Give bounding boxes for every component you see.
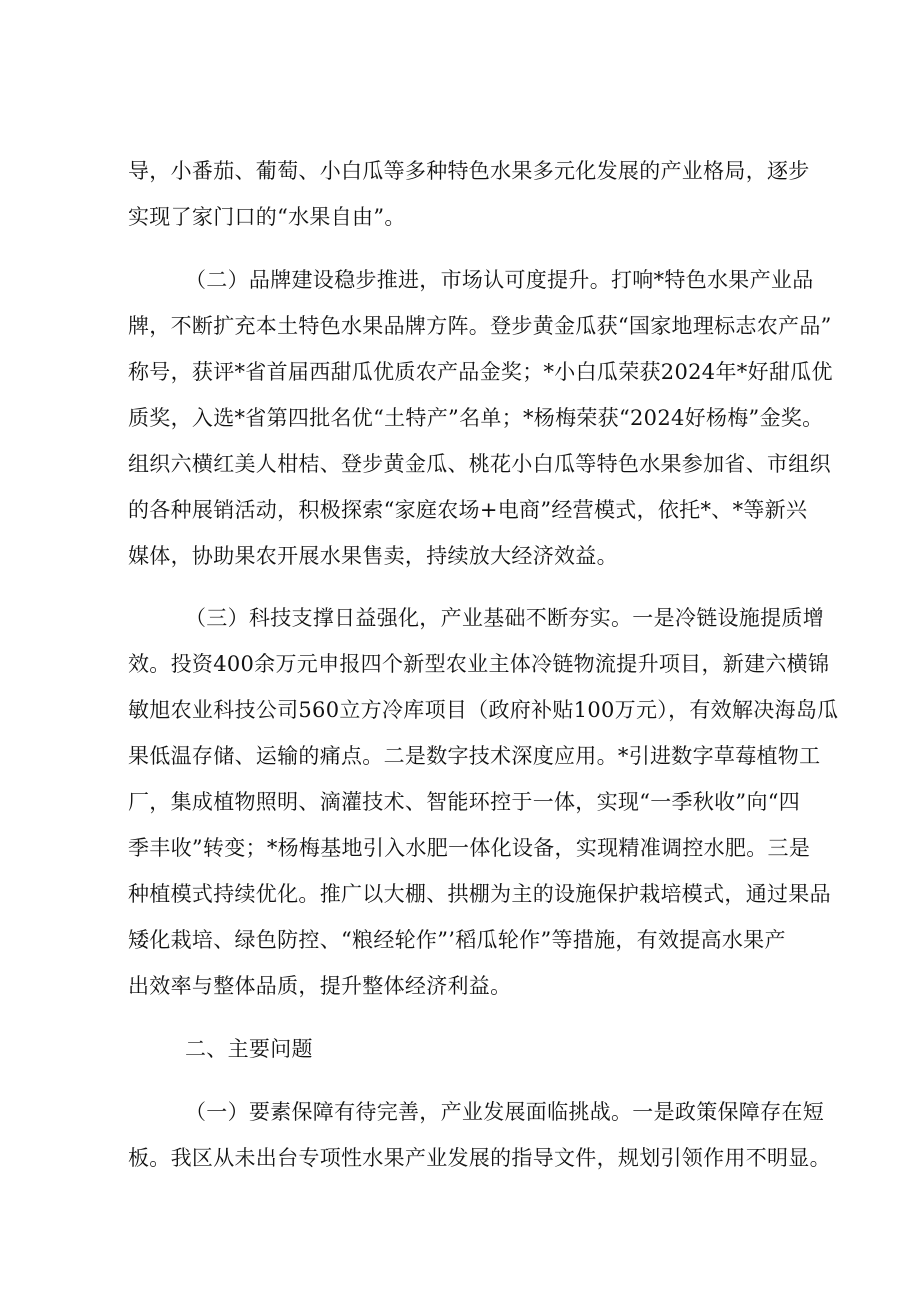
text-line: 的各种展销活动，积极探索“家庭农场+电商”经营模式，依托*、*等新兴 — [128, 498, 808, 522]
text-line: 导，小番茄、葡萄、小白瓜等多种特色水果多元化发展的产业格局，逐步 — [128, 159, 810, 183]
text-line: （二）品牌建设稳步推进，市场认可度提升。打响*特色水果产业品 — [185, 268, 814, 292]
text-line: 果低温存储、运输的痛点。二是数字技术深度应用。*引进数字草莓植物工 — [128, 744, 821, 768]
text-line: 厂，集成植物照明、滴灌技术、智能环控于一体，实现“一季秋收”向“四 — [128, 790, 801, 814]
text-line: 季丰收”转变；*杨梅基地引入水肥一体化设备，实现精准调控水肥。三是 — [128, 836, 811, 860]
text-line: 板。我区从未出台专项性水果产业发展的指导文件，规划引领作用不明显。 — [128, 1146, 831, 1170]
text-line: 牌，不断扩充本土特色水果品牌方阵。登步黄金瓜获“国家地理标志农产品” — [128, 314, 832, 338]
text-line: （三）科技支撑日益强化，产业基础不断夯实。一是冷链设施提质增 — [185, 606, 824, 630]
text-line: 质奖，入选*省第四批名优“土特产”名单；*杨梅荣获“2024好杨梅”金奖。 — [128, 406, 824, 430]
text-line: 敏旭农业科技公司560立方冷库项目（政府补贴100万元），有效解决海岛瓜 — [128, 698, 839, 722]
text-line: 矮化栽培、绿色防控、“粮经轮作”’稻瓜轮作”等措施，有效提高水果产 — [128, 928, 786, 952]
section-heading: 二、主要问题 — [185, 1037, 313, 1061]
text-line: 效。投资400余万元申报四个新型农业主体冷链物流提升项目，新建六横锦 — [128, 652, 830, 676]
text-line: （一）要素保障有待完善，产业发展面临挑战。一是政策保障存在短 — [185, 1100, 824, 1124]
text-line: 组织六横红美人柑桔、登步黄金瓜、桃花小白瓜等特色水果参加省、市组织 — [128, 452, 831, 476]
text-line: 种植模式持续优化。推广以大棚、拱棚为主的设施保护栽培模式，通过果品 — [128, 882, 831, 906]
text-line: 媒体，协助果农开展水果售卖，持续放大经济效益。 — [128, 544, 618, 568]
text-line: 实现了家门口的“水果自由”。 — [128, 205, 406, 229]
text-line: 称号，获评*省首届西甜瓜优质农产品金奖；*小白瓜荣获2024年*好甜瓜优 — [128, 360, 833, 384]
text-line: 出效率与整体品质，提升整体经济利益。 — [128, 974, 512, 998]
